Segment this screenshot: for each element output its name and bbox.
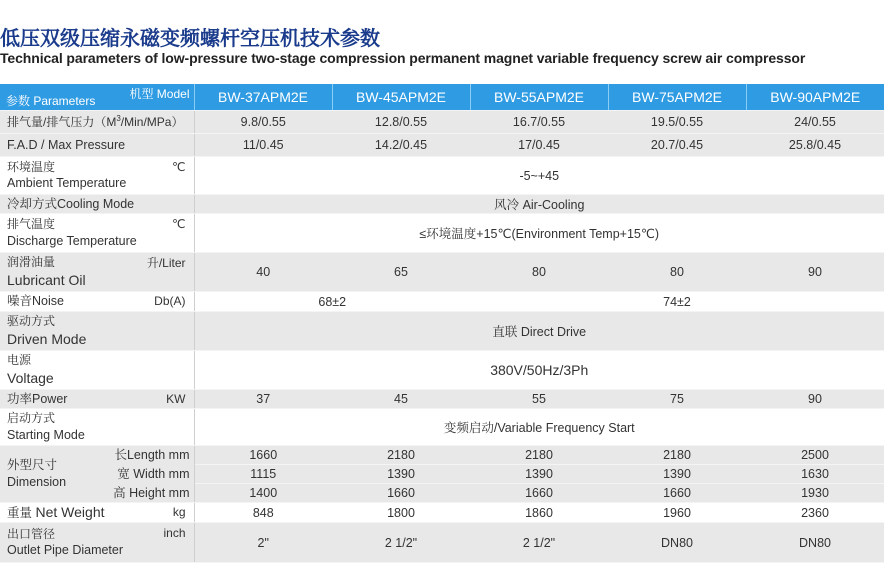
row-label-dimension: 外型尺寸 Dimension 长Length mm 宽 Width mm 高 Height mm <box>0 446 194 503</box>
unit-label: Db(A) <box>154 294 186 308</box>
table-row <box>0 157 884 195</box>
dimension-width-label: 宽 Width mm <box>117 466 190 481</box>
table-cell: 75 <box>608 390 746 409</box>
model-header: BW-37APM2E <box>194 84 332 111</box>
table-cell: 65 <box>332 253 470 292</box>
table-cell: 1800 <box>332 503 470 523</box>
table-row <box>0 312 884 351</box>
unit-label: ℃ <box>172 160 186 174</box>
table-cell: 68±2 <box>194 292 470 312</box>
row-label-noise: 噪音Noise Db(A) <box>0 292 194 312</box>
table-cell: 12.8/0.55 <box>332 111 470 134</box>
table-cell: 37 <box>194 390 332 409</box>
table-cell: 1660 <box>194 446 332 465</box>
model-header: BW-90APM2E <box>746 84 884 111</box>
table-cell: 2180 <box>332 446 470 465</box>
table-row <box>0 503 884 523</box>
table-row <box>0 523 884 563</box>
table-cell: 2180 <box>470 446 608 465</box>
page-subtitle: Technical parameters of low-pressure two-stage compression permanent magnet variable frequency screw air compressor <box>0 50 806 66</box>
table-cell: 848 <box>194 503 332 523</box>
table-cell: 风冷 Air-Cooling <box>194 195 884 214</box>
model-header: BW-45APM2E <box>332 84 470 111</box>
table-cell: 24/0.55 <box>746 111 884 134</box>
table-cell: 90 <box>746 390 884 409</box>
table-cell: 16.7/0.55 <box>470 111 608 134</box>
table-cell: 1115 <box>194 465 332 484</box>
row-label-ambient: 环境温度 Ambient Temperature ℃ <box>0 157 194 195</box>
row-label-voltage: 电源 Voltage <box>0 351 194 390</box>
table-cell: DN80 <box>608 523 746 563</box>
table-cell: 变频启动/Variable Frequency Start <box>194 409 884 446</box>
table-row <box>0 111 884 134</box>
table-cell: 2 1/2" <box>332 523 470 563</box>
table-cell: 2 1/2" <box>470 523 608 563</box>
unit-label: KW <box>166 392 186 406</box>
table-cell: 80 <box>608 253 746 292</box>
table-cell: 1390 <box>332 465 470 484</box>
model-header: BW-55APM2E <box>470 84 608 111</box>
row-label-power: 功率Power KW <box>0 390 194 409</box>
table-cell: 2" <box>194 523 332 563</box>
table-cell: 40 <box>194 253 332 292</box>
dimension-length-label: 长Length mm <box>114 447 190 462</box>
table-cell: 9.8/0.55 <box>194 111 332 134</box>
table-cell: 2180 <box>608 446 746 465</box>
page-title: 低压双级压缩永磁变频螺杆空压机技术参数 <box>0 26 380 50</box>
table-cell: ≤环境温度+15℃(Environment Temp+15℃) <box>194 214 884 253</box>
table-row <box>0 253 884 292</box>
table-cell: 90 <box>746 253 884 292</box>
table-cell: 380V/50Hz/3Ph <box>194 351 884 390</box>
table-cell: 1390 <box>608 465 746 484</box>
table-row <box>0 446 884 465</box>
table-row <box>0 195 884 214</box>
table-cell: 74±2 <box>470 292 884 312</box>
table-cell: -5~+45 <box>194 157 884 195</box>
spec-table <box>0 84 884 563</box>
table-cell: 1660 <box>470 484 608 503</box>
table-cell: 11/0.45 <box>194 134 332 157</box>
row-label-outlet: 出口管径 Outlet Pipe Diameter inch <box>0 523 194 563</box>
model-header: BW-75APM2E <box>608 84 746 111</box>
table-cell: 1660 <box>332 484 470 503</box>
dimension-height-label: 高 Height mm <box>113 485 190 500</box>
parameters-label: 参数 Parameters <box>6 94 96 108</box>
unit-label: inch <box>163 526 186 540</box>
table-row <box>0 390 884 409</box>
unit-label: ℃ <box>172 217 186 231</box>
table-header-row <box>0 84 884 111</box>
table-cell: 19.5/0.55 <box>608 111 746 134</box>
row-label-oil: 润滑油量 Lubricant Oil 升/Liter <box>0 253 194 292</box>
row-label-weight: 重量 Net Weight kg <box>0 503 194 523</box>
table-cell: 1660 <box>608 484 746 503</box>
table-cell: 2360 <box>746 503 884 523</box>
table-cell: 2500 <box>746 446 884 465</box>
row-label-cooling: 冷却方式Cooling Mode <box>0 195 194 214</box>
table-cell: 55 <box>470 390 608 409</box>
model-label: 机型 Model <box>129 87 190 101</box>
row-label-fad-cn: 排气量/排气压力$(M^3/Min/MPa)$ <box>0 111 194 134</box>
table-cell: 20.7/0.45 <box>608 134 746 157</box>
row-label-discharge: 排气温度 Discharge Temperature ℃ <box>0 214 194 253</box>
table-cell: 80 <box>470 253 608 292</box>
row-label-driven: 驱动方式 Driven Mode <box>0 312 194 351</box>
table-cell: DN80 <box>746 523 884 563</box>
table-cell: 17/0.45 <box>470 134 608 157</box>
table-cell: 1400 <box>194 484 332 503</box>
table-row <box>0 292 884 312</box>
table-row <box>0 409 884 446</box>
header-corner <box>0 84 194 111</box>
table-cell: 45 <box>332 390 470 409</box>
row-label-starting: 启动方式 Starting Mode <box>0 409 194 446</box>
table-cell: 直联 Direct Drive <box>194 312 884 351</box>
table-cell: 14.2/0.45 <box>332 134 470 157</box>
table-cell: 1630 <box>746 465 884 484</box>
table-cell: 1930 <box>746 484 884 503</box>
unit-label: kg <box>172 505 186 519</box>
table-cell: 1860 <box>470 503 608 523</box>
table-cell: 1960 <box>608 503 746 523</box>
table-row <box>0 351 884 390</box>
unit-label: 升/Liter <box>146 256 186 270</box>
table-row <box>0 134 884 157</box>
table-cell: 25.8/0.45 <box>746 134 884 157</box>
row-label-fad-en: F.A.D / Max Pressure <box>0 134 194 157</box>
table-cell: 1390 <box>470 465 608 484</box>
table-row <box>0 214 884 253</box>
